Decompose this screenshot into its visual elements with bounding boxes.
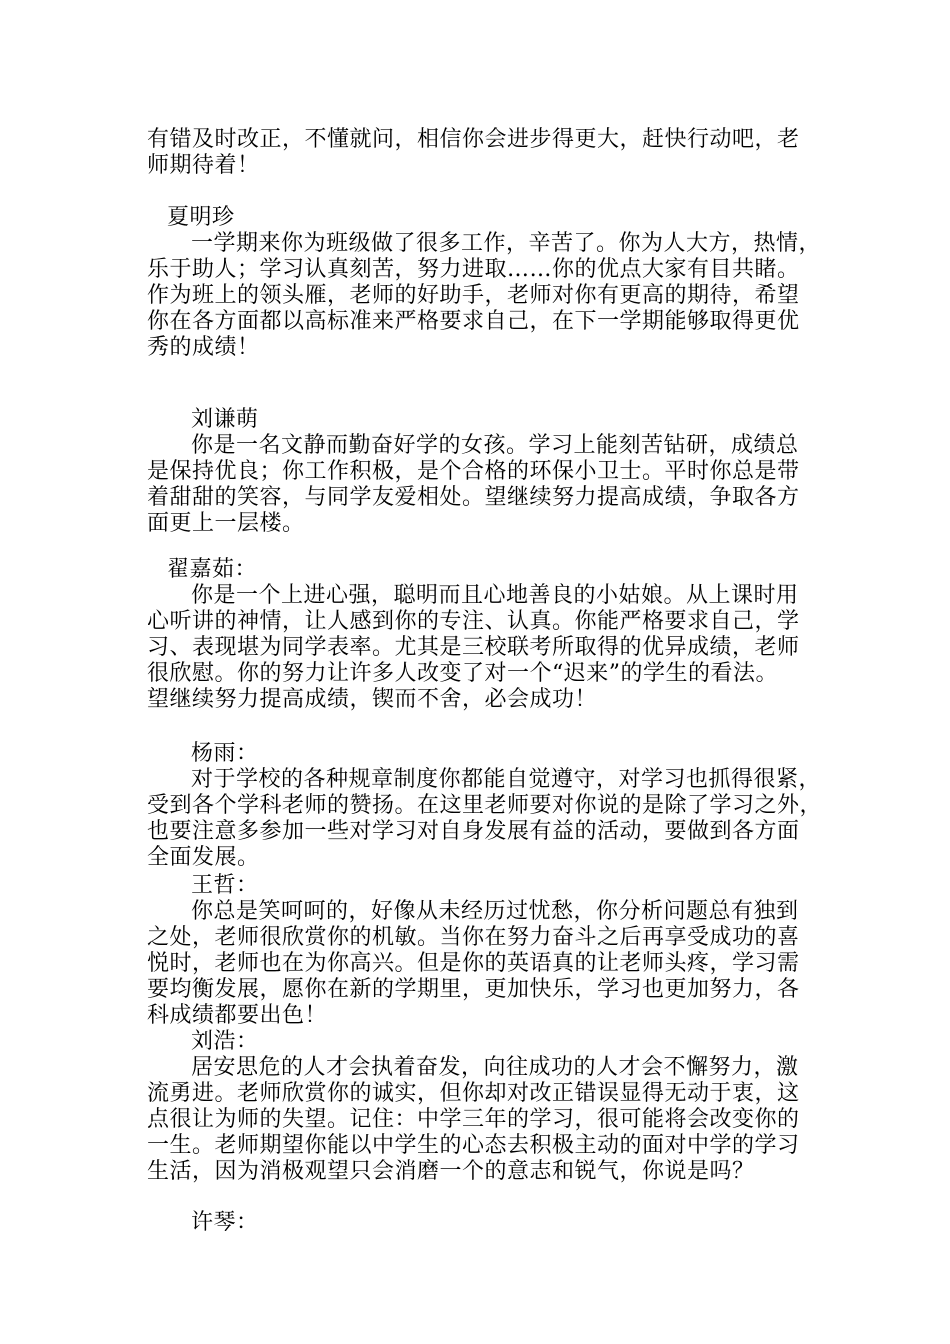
comment-line: 望继续努力提高成绩，锲而不舍，必会成功！: [147, 687, 598, 712]
comment-line: 作为班上的领头雁，老师的好助手，老师对你有更高的期待，希望: [147, 283, 800, 308]
student-name: 夏明珍: [167, 205, 235, 230]
student-name: 许琴：: [191, 1210, 259, 1235]
comment-line: 习、表现堪为同学表率。尤其是三校联考所取得的优异成绩，老师: [147, 635, 800, 660]
comment-line: 是保持优良；你工作积极，是个合格的环保小卫士。平时你总是带: [147, 459, 800, 484]
comment-line: 一生。老师期望你能以中学生的心态去积极主动的面对中学的学习: [147, 1133, 800, 1158]
comment-line: 悦时，老师也在为你高兴。但是你的英语真的让老师头疼，学习需: [147, 951, 800, 976]
comment-line: 生活，因为消极观望只会消磨一个的意志和锐气，你说是吗？: [147, 1159, 755, 1184]
comment-line: 要均衡发展，愿你在新的学期里，更加快乐，学习也更加努力，各: [147, 977, 800, 1002]
comment-line: 秀的成绩！: [147, 335, 260, 360]
comment-line: 你在各方面都以高标准来严格要求自己，在下一学期能够取得更优: [147, 309, 800, 334]
comment-line: 点很让为师的失望。记住：中学三年的学习，很可能将会改变你的: [147, 1107, 800, 1132]
comment-line: 面更上一层楼。: [147, 511, 305, 536]
comment-line: 乐于助人；学习认真刻苦，努力进取……你的优点大家有目共睹。: [147, 257, 800, 282]
intro-line: 师期待着！: [147, 153, 260, 178]
student-name: 王哲：: [191, 873, 259, 898]
comment-line: 心听讲的神情，让人感到你的专注、认真。你能严格要求自己，学: [147, 609, 800, 634]
comment-line: 你是一个上进心强，聪明而且心地善良的小姑娘。从上课时用: [191, 583, 799, 608]
comment-line: 之处，老师很欣赏你的机敏。当你在努力奋斗之后再享受成功的喜: [147, 925, 800, 950]
comment-line: 科成绩都要出色！: [147, 1003, 328, 1028]
comment-line: 居安思危的人才会执着奋发，向往成功的人才会不懈努力，激: [191, 1055, 799, 1080]
student-name: 翟嘉茹：: [167, 557, 258, 582]
comment-line: 对于学校的各种规章制度你都能自觉遵守，对学习也抓得很紧，: [191, 767, 822, 792]
comment-line: 你是一名文静而勤奋好学的女孩。学习上能刻苦钻研，成绩总: [191, 433, 799, 458]
comment-line: 也要注意多参加一些对学习对自身发展有益的活动，要做到各方面: [147, 819, 800, 844]
student-name: 刘浩：: [191, 1029, 259, 1054]
comment-line: 流勇进。老师欣赏你的诚实，但你却对改正错误显得无动于衷，这: [147, 1081, 800, 1106]
comment-line: 你总是笑呵呵的，好像从未经历过忧愁，你分析问题总有独到: [191, 899, 799, 924]
comment-line: 全面发展。: [147, 845, 260, 870]
comment-line: 很欣慰。你的努力让许多人改变了对一个“迟来”的学生的看法。: [147, 661, 778, 686]
intro-line: 有错及时改正，不懂就问，相信你会进步得更大，赶快行动吧，老: [147, 127, 800, 152]
student-name: 刘谦萌: [191, 407, 259, 432]
comment-line: 受到各个学科老师的赞扬。在这里老师要对你说的是除了学习之外，: [147, 793, 823, 818]
comment-line: 一学期来你为班级做了很多工作，辛苦了。你为人大方，热情，: [191, 231, 822, 256]
student-name: 杨雨：: [191, 741, 259, 766]
comment-line: 着甜甜的笑容，与同学友爱相处。望继续努力提高成绩，争取各方: [147, 485, 800, 510]
